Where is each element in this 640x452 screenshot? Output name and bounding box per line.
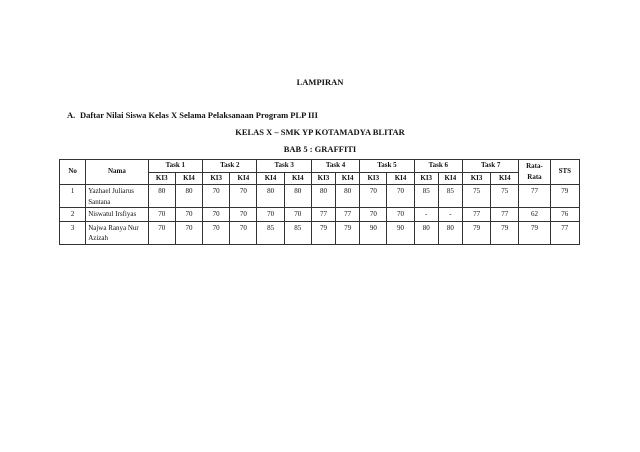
- header-subcolumn: KI3: [203, 172, 230, 185]
- header-subcolumn: KI4: [387, 172, 414, 185]
- section-title: Daftar Nilai Siswa Kelas X Selama Pelaksanaan Program PLP III: [80, 110, 318, 120]
- score-cell: 70: [203, 221, 230, 244]
- header-average: Rata-Rata: [519, 160, 550, 185]
- row-number: 1: [60, 185, 86, 208]
- score-cell: 70: [360, 208, 387, 222]
- class-title: KELAS X – SMK YP KOTAMADYA BLITAR: [235, 127, 405, 137]
- score-cell: 80: [414, 221, 438, 244]
- header-subcolumn: KI4: [230, 172, 257, 185]
- header-task: Task 7: [462, 160, 518, 173]
- header-subcolumn: KI3: [311, 172, 335, 185]
- header-no: No: [60, 160, 86, 185]
- header-task: Task 5: [360, 160, 414, 173]
- sts-cell: 79: [550, 185, 579, 208]
- header-task: Task 1: [148, 160, 202, 173]
- score-cell: 70: [230, 185, 257, 208]
- score-cell: 70: [148, 221, 175, 244]
- score-cell: 77: [491, 208, 519, 222]
- average-cell: 79: [519, 221, 550, 244]
- score-cell: 79: [462, 221, 490, 244]
- grades-table: [59, 159, 580, 245]
- section-letter: A.: [67, 110, 76, 120]
- table-header-row: [60, 160, 580, 173]
- header-subcolumn: KI4: [491, 172, 519, 185]
- header-subcolumn: KI3: [360, 172, 387, 185]
- sts-cell: 76: [550, 208, 579, 222]
- header-task: Task 2: [203, 160, 257, 173]
- page-title: LAMPIRAN: [296, 77, 344, 87]
- score-cell: 80: [336, 185, 360, 208]
- student-name: Najwa Ranya Nur Azizah: [86, 221, 148, 244]
- score-cell: 90: [360, 221, 387, 244]
- score-cell: 70: [230, 208, 257, 222]
- score-cell: 85: [414, 185, 438, 208]
- row-number: 3: [60, 221, 86, 244]
- score-cell: 80: [284, 185, 311, 208]
- score-cell: 79: [311, 221, 335, 244]
- header-sts: STS: [550, 160, 579, 185]
- row-number: 2: [60, 208, 86, 222]
- average-cell: 62: [519, 208, 550, 222]
- header-subcolumn: KI4: [438, 172, 462, 185]
- score-cell: 70: [257, 208, 284, 222]
- score-cell: 70: [175, 221, 202, 244]
- score-cell: 77: [311, 208, 335, 222]
- score-cell: 70: [284, 208, 311, 222]
- header-subcolumn: KI3: [414, 172, 438, 185]
- score-cell: 70: [387, 208, 414, 222]
- section-heading: [67, 110, 318, 120]
- chapter-title: BAB 5 : GRAFFITI: [283, 144, 357, 154]
- score-cell: 80: [438, 221, 462, 244]
- score-cell: 77: [336, 208, 360, 222]
- header-subcolumn: KI4: [336, 172, 360, 185]
- score-cell: 80: [257, 185, 284, 208]
- score-cell: 70: [230, 221, 257, 244]
- table-body: [60, 185, 580, 245]
- score-cell: -: [438, 208, 462, 222]
- header-task: Task 4: [311, 160, 359, 173]
- sts-cell: 77: [550, 221, 579, 244]
- score-cell: 79: [491, 221, 519, 244]
- average-cell: 77: [519, 185, 550, 208]
- score-cell: 79: [336, 221, 360, 244]
- score-cell: 70: [203, 185, 230, 208]
- header-subcolumn: KI4: [175, 172, 202, 185]
- header-subcolumn: KI4: [257, 172, 284, 185]
- score-cell: 80: [311, 185, 335, 208]
- header-subcolumn: KI3: [148, 172, 175, 185]
- table-row: [60, 208, 580, 222]
- score-cell: 75: [462, 185, 490, 208]
- score-cell: 70: [148, 208, 175, 222]
- score-cell: 90: [387, 221, 414, 244]
- score-cell: 70: [203, 208, 230, 222]
- score-cell: 85: [257, 221, 284, 244]
- header-subcolumn: KI4: [284, 172, 311, 185]
- header-task: Task 6: [414, 160, 462, 173]
- header-task: Task 3: [257, 160, 311, 173]
- score-cell: 70: [360, 185, 387, 208]
- header-subcolumn: KI3: [462, 172, 490, 185]
- score-cell: 85: [284, 221, 311, 244]
- score-cell: 70: [175, 208, 202, 222]
- student-name: Niswatul Irsfiyas: [86, 208, 148, 222]
- header-name: Nama: [86, 160, 148, 185]
- table-row: [60, 185, 580, 208]
- table-row: [60, 221, 580, 244]
- score-cell: -: [414, 208, 438, 222]
- score-cell: 80: [175, 185, 202, 208]
- score-cell: 77: [462, 208, 490, 222]
- student-name: Yazhael Juliarus Santana: [86, 185, 148, 208]
- score-cell: 75: [491, 185, 519, 208]
- score-cell: 85: [438, 185, 462, 208]
- score-cell: 70: [387, 185, 414, 208]
- score-cell: 80: [148, 185, 175, 208]
